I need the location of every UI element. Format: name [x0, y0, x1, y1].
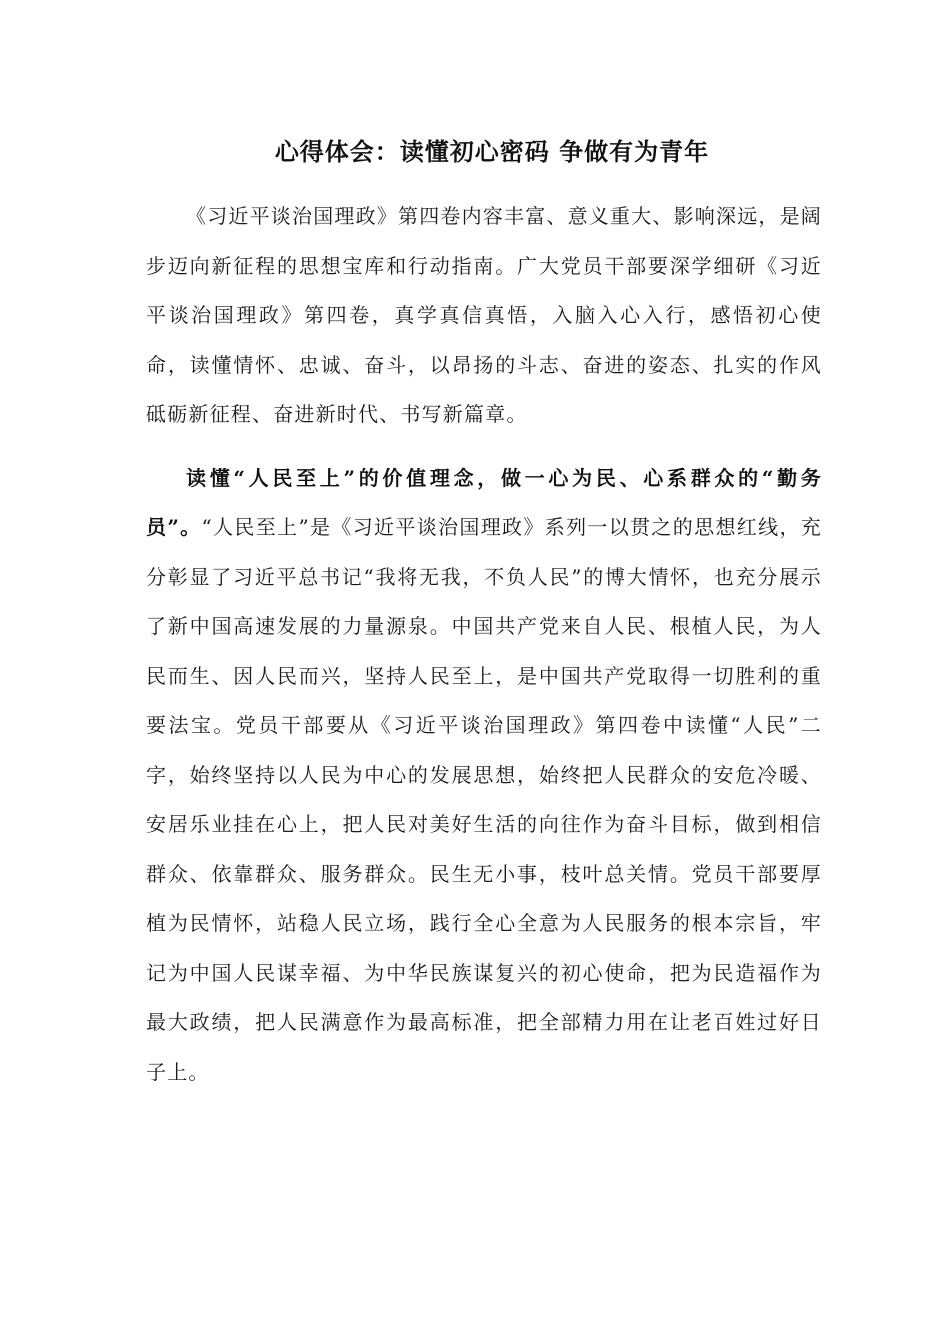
document-body: [146, 126, 822, 1097]
paragraph-intro-text: 《习近平谈治国理政》第四卷内容丰富、意义重大、影响深远，是阔步迈向新征程的思想宝库和行动指南。广大党员干部要深学细研《习近平谈治国理政》第四卷，真学真信真悟，入脑入心入行，感悟初心使命，读懂情怀、忠诚、奋斗，以昂扬的斗志、奋进的姿态、扎实的作风砥砺新征程、奋进新时代、书写新篇章。: [146, 204, 822, 426]
paragraph-people-first: [146, 454, 822, 1098]
document-title: 心得体会：读懂初心密码 争做有为青年: [274, 137, 710, 166]
paragraph-intro: [146, 192, 822, 440]
paragraph-people-first-text: “人民至上”是《习近平谈治国理政》系列一以贯之的思想红线，充分彰显了习近平总书记“我将无我，不负人民”的博大情怀，也充分展示了新中国高速发展的力量源泉。中国共产党来自人民、根植人民，为人民而生、因人民而兴，坚持人民至上，是中国共产党取得一切胜利的重要法宝。党员干部要从《习近平谈治国理政》第四卷中读懂“人民”二字，始终坚持以人民为中心的发展思想，始终把人民群众的安危冷暖、安居乐业挂在心上，把人民对美好生活的向往作为奋斗目标，做到相信群众、依靠群众、服务群众。民生无小事，枝叶总关情。党员干部要厚植为民情怀，站稳人民立场，践行全心全意为人民服务的根本宗旨，牢记为中国人民谋幸福、为中华民族谋复兴的初心使命，把为民造福作为最大政绩，把人民满意作为最高标准，把全部精力用在让老百姓过好日子上。: [146, 515, 823, 1084]
paragraph-people-first-heading: 读懂“人民至上”的价值理念，做一心为民、心系群众的“勤务员”。: [146, 465, 822, 539]
